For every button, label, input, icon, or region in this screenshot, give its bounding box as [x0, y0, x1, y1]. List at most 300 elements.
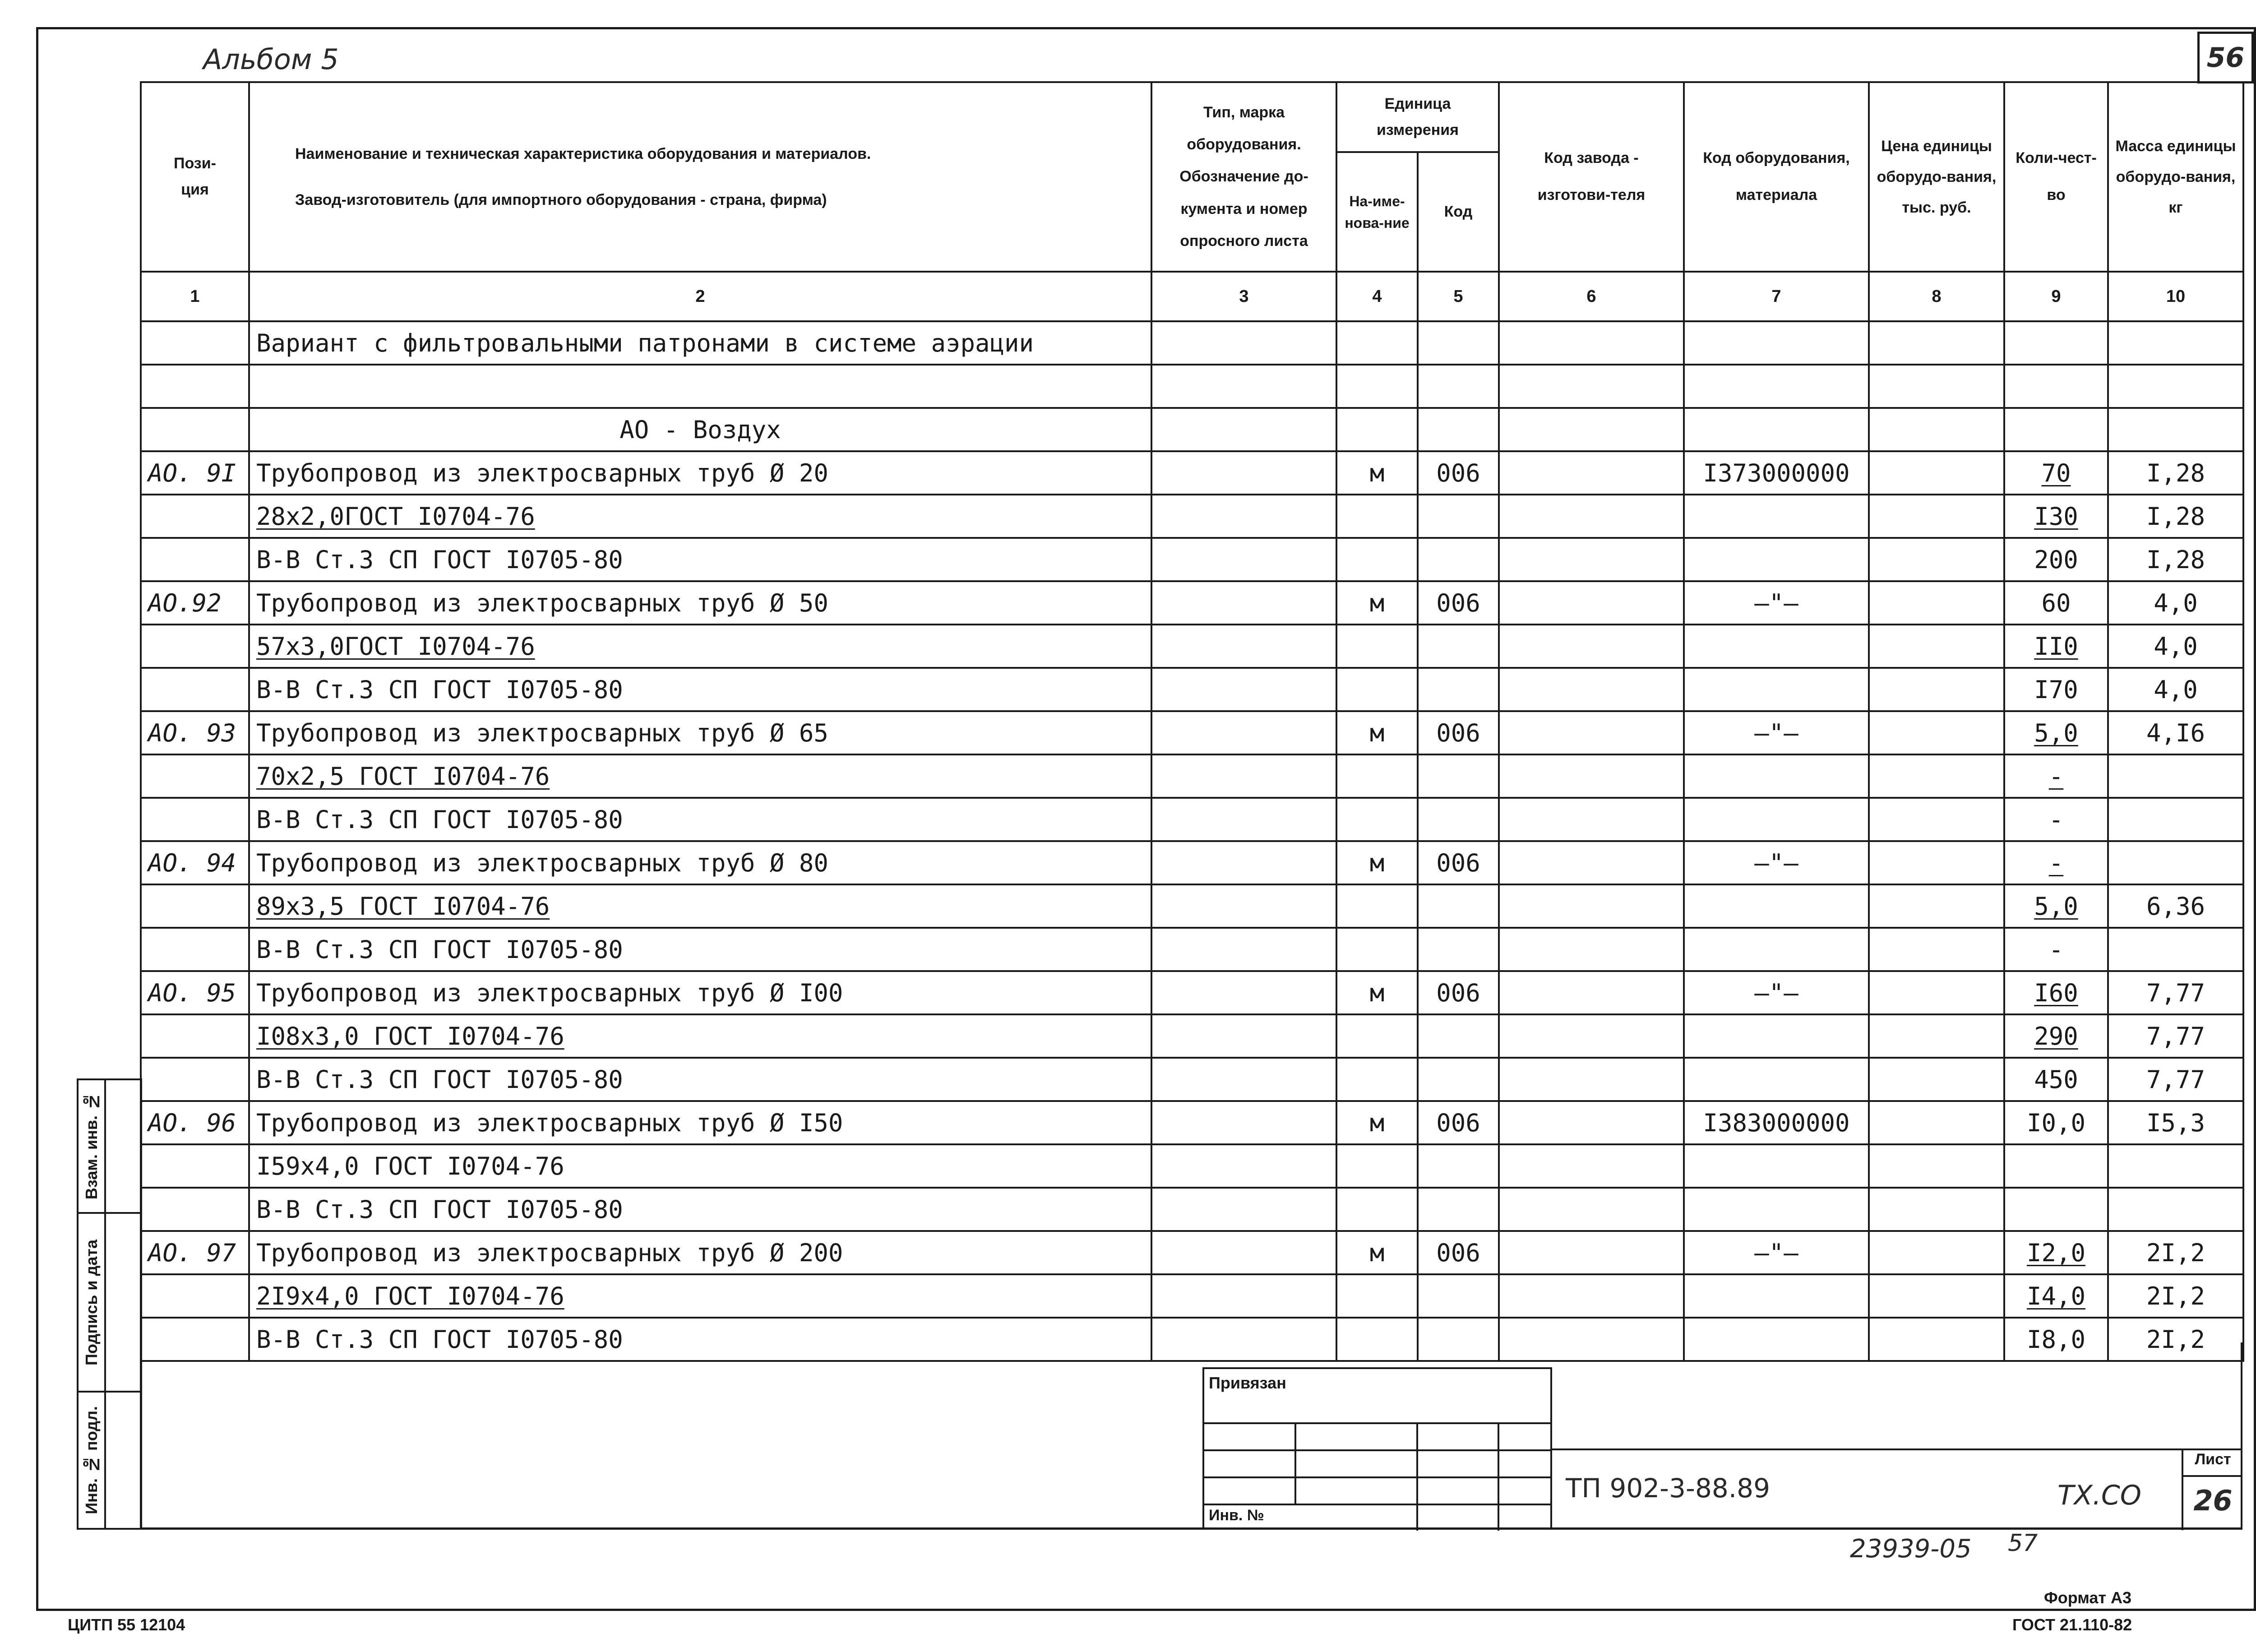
- factory-code-cell: [1499, 1058, 1684, 1101]
- quantity-cell: 450: [2004, 1058, 2108, 1101]
- name-cell: Трубопровод из электросварных труб Ø 80: [249, 841, 1151, 884]
- unit-name-cell: [1336, 754, 1418, 798]
- unit-name-cell: [1336, 1014, 1418, 1058]
- position-cell: [141, 625, 249, 668]
- factory-code-cell: [1499, 711, 1684, 754]
- table-row: [141, 1144, 2243, 1188]
- material-code-cell: [1684, 1188, 1869, 1231]
- table-row: [141, 1188, 2243, 1231]
- privyazan-label: Привязан: [1209, 1374, 1286, 1392]
- col-num-6: 6: [1499, 272, 1684, 321]
- mass-cell: [2108, 928, 2243, 971]
- col-num-2: 2: [249, 272, 1151, 321]
- unit-code-cell: 006: [1418, 971, 1499, 1014]
- gost-label: ГОСТ 21.110-82: [2012, 1615, 2132, 1634]
- type-cell: [1151, 538, 1336, 581]
- table-row: [141, 1101, 2243, 1144]
- unit-code-cell: 006: [1418, 451, 1499, 495]
- col-num-9: 9: [2004, 272, 2108, 321]
- price-cell: [1869, 1058, 2004, 1101]
- mass-cell: 2I,2: [2108, 1274, 2243, 1318]
- type-cell: [1151, 1101, 1336, 1144]
- side-inv-label: Инв. № подл.: [82, 1406, 101, 1514]
- quantity-cell: I60: [2004, 971, 2108, 1014]
- album-label: Альбом 5: [203, 43, 339, 76]
- unit-name-cell: [1336, 1058, 1418, 1101]
- table-row: [141, 408, 2243, 451]
- type-cell: [1151, 711, 1336, 754]
- type-cell: [1151, 321, 1336, 365]
- mass-cell: 4,0: [2108, 668, 2243, 711]
- quantity-cell: I8,0: [2004, 1318, 2108, 1361]
- name-cell: [249, 365, 1151, 408]
- col-header-8: Цена единицы оборудо-вания, тыс. руб.: [1869, 82, 2004, 272]
- material-code-cell: [1684, 321, 1869, 365]
- name-cell: 28х2,0ГОСТ I0704-76: [249, 495, 1151, 538]
- table-row: [141, 625, 2243, 668]
- mass-cell: [2108, 841, 2243, 884]
- type-cell: [1151, 1144, 1336, 1188]
- type-cell: [1151, 408, 1336, 451]
- material-code-cell: [1684, 495, 1869, 538]
- unit-name-cell: [1336, 928, 1418, 971]
- side-stamp: [77, 1078, 142, 1530]
- specification-table: [140, 81, 2244, 1362]
- unit-code-cell: 006: [1418, 1101, 1499, 1144]
- unit-name-cell: [1336, 538, 1418, 581]
- quantity-cell: [2004, 1144, 2108, 1188]
- material-code-cell: [1684, 884, 1869, 928]
- unit-code-cell: [1418, 538, 1499, 581]
- unit-name-cell: [1336, 321, 1418, 365]
- mass-cell: [2108, 798, 2243, 841]
- unit-name-cell: [1336, 495, 1418, 538]
- header-row: [141, 82, 2243, 152]
- unit-code-cell: [1418, 1014, 1499, 1058]
- factory-code-cell: [1499, 625, 1684, 668]
- table-row: [141, 668, 2243, 711]
- price-cell: [1869, 408, 2004, 451]
- unit-name-cell: [1336, 365, 1418, 408]
- table-row: [141, 365, 2243, 408]
- quantity-cell: [2004, 365, 2108, 408]
- mass-cell: [2108, 365, 2243, 408]
- position-cell: АО. 96: [141, 1101, 249, 1144]
- type-cell: [1151, 365, 1336, 408]
- position-cell: [141, 321, 249, 365]
- col-header-10: Масса единицы оборудо-вания, кг: [2108, 82, 2243, 272]
- name-cell: I59х4,0 ГОСТ I0704-76: [249, 1144, 1151, 1188]
- quantity-cell: I70: [2004, 668, 2108, 711]
- factory-code-cell: [1499, 1231, 1684, 1274]
- unit-code-cell: [1418, 884, 1499, 928]
- position-cell: [141, 538, 249, 581]
- mass-cell: 2I,2: [2108, 1318, 2243, 1361]
- name-cell: Вариант с фильтровальными патронами в системе аэрации: [249, 321, 1151, 365]
- position-cell: АО.92: [141, 581, 249, 625]
- factory-code-cell: [1499, 1274, 1684, 1318]
- type-cell: [1151, 581, 1336, 625]
- material-code-cell: —"—: [1684, 971, 1869, 1014]
- price-cell: [1869, 711, 2004, 754]
- col-header-1: Пози- ция: [141, 82, 249, 272]
- col-header-2: Наименование и техническая характеристика оборудования и материалов. Завод-изготовитель (для импортного оборудования - страна, фирма): [249, 82, 1151, 272]
- material-code-cell: —"—: [1684, 711, 1869, 754]
- type-cell: [1151, 841, 1336, 884]
- table-row: [141, 711, 2243, 754]
- unit-name-cell: м: [1336, 1231, 1418, 1274]
- name-cell: Трубопровод из электросварных труб Ø I00: [249, 971, 1151, 1014]
- title-block: [1550, 1448, 2242, 1530]
- unit-code-cell: [1418, 625, 1499, 668]
- quantity-cell: -: [2004, 754, 2108, 798]
- price-cell: [1869, 321, 2004, 365]
- type-cell: [1151, 451, 1336, 495]
- position-cell: [141, 1274, 249, 1318]
- unit-code-cell: [1418, 798, 1499, 841]
- name-cell: В-В Ст.3 СП ГОСТ I0705-80: [249, 1058, 1151, 1101]
- position-cell: АО. 9I: [141, 451, 249, 495]
- position-cell: АО. 93: [141, 711, 249, 754]
- price-cell: [1869, 841, 2004, 884]
- table-row: [141, 841, 2243, 884]
- archive-page: 57: [2008, 1530, 2038, 1557]
- type-cell: [1151, 971, 1336, 1014]
- price-cell: [1869, 1101, 2004, 1144]
- position-cell: [141, 1144, 249, 1188]
- col-header-3: Тип, марка оборудования. Обозначение до-кумента и номер опросного листа: [1151, 82, 1336, 272]
- specification-rows: [141, 321, 2243, 1361]
- unit-name-cell: м: [1336, 711, 1418, 754]
- unit-code-cell: [1418, 1274, 1499, 1318]
- quantity-cell: 290: [2004, 1014, 2108, 1058]
- position-cell: [141, 928, 249, 971]
- unit-code-cell: [1418, 1058, 1499, 1101]
- price-cell: [1869, 625, 2004, 668]
- name-cell: В-В Ст.3 СП ГОСТ I0705-80: [249, 668, 1151, 711]
- quantity-cell: 200: [2004, 538, 2108, 581]
- side-inv-cell: [77, 1391, 106, 1530]
- unit-code-cell: [1418, 1188, 1499, 1231]
- quantity-cell: 70: [2004, 451, 2108, 495]
- sheet-number: 26: [2193, 1484, 2233, 1517]
- unit-name-cell: [1336, 798, 1418, 841]
- material-code-cell: [1684, 408, 1869, 451]
- material-code-cell: I383000000: [1684, 1101, 1869, 1144]
- col-num-7: 7: [1684, 272, 1869, 321]
- quantity-cell: 60: [2004, 581, 2108, 625]
- unit-code-cell: 006: [1418, 1231, 1499, 1274]
- position-cell: [141, 1188, 249, 1231]
- price-cell: [1869, 1144, 2004, 1188]
- unit-name-cell: [1336, 1188, 1418, 1231]
- material-code-cell: [1684, 668, 1869, 711]
- mass-cell: 4,0: [2108, 581, 2243, 625]
- col-header-4: На-име-нова-ние: [1336, 152, 1418, 272]
- table-row: [141, 1231, 2243, 1274]
- unit-name-cell: м: [1336, 451, 1418, 495]
- price-cell: [1869, 928, 2004, 971]
- table-row: [141, 451, 2243, 495]
- price-cell: [1869, 1188, 2004, 1231]
- unit-code-cell: [1418, 365, 1499, 408]
- position-cell: [141, 884, 249, 928]
- position-cell: АО. 94: [141, 841, 249, 884]
- unit-code-cell: 006: [1418, 841, 1499, 884]
- unit-code-cell: [1418, 668, 1499, 711]
- table-row: [141, 884, 2243, 928]
- table-row: [141, 495, 2243, 538]
- mass-cell: I5,3: [2108, 1101, 2243, 1144]
- col-num-10: 10: [2108, 272, 2243, 321]
- factory-code-cell: [1499, 321, 1684, 365]
- unit-code-cell: 006: [1418, 711, 1499, 754]
- side-podpis-cell: [77, 1212, 106, 1393]
- factory-code-cell: [1499, 668, 1684, 711]
- name-cell: Трубопровод из электросварных труб Ø 200: [249, 1231, 1151, 1274]
- table-row: [141, 1274, 2243, 1318]
- name-cell: Трубопровод из электросварных труб Ø 50: [249, 581, 1151, 625]
- name-cell: 89х3,5 ГОСТ I0704-76: [249, 884, 1151, 928]
- name-cell: В-В Ст.3 СП ГОСТ I0705-80: [249, 798, 1151, 841]
- table-row: [141, 798, 2243, 841]
- table-row: [141, 971, 2243, 1014]
- unit-code-cell: [1418, 408, 1499, 451]
- quantity-cell: [2004, 408, 2108, 451]
- type-cell: [1151, 884, 1336, 928]
- col-num-8: 8: [1869, 272, 2004, 321]
- side-podpis-label: Подпись и дата: [82, 1239, 101, 1365]
- quantity-cell: I2,0: [2004, 1231, 2108, 1274]
- material-code-cell: [1684, 1144, 1869, 1188]
- name-cell: Трубопровод из электросварных труб Ø I50: [249, 1101, 1151, 1144]
- quantity-cell: II0: [2004, 625, 2108, 668]
- unit-name-cell: м: [1336, 1101, 1418, 1144]
- mass-cell: [2108, 321, 2243, 365]
- unit-name-cell: [1336, 1274, 1418, 1318]
- position-cell: [141, 1058, 249, 1101]
- name-cell: В-В Ст.3 СП ГОСТ I0705-80: [249, 928, 1151, 971]
- position-cell: [141, 495, 249, 538]
- unit-code-cell: [1418, 1144, 1499, 1188]
- type-cell: [1151, 495, 1336, 538]
- name-cell: В-В Ст.3 СП ГОСТ I0705-80: [249, 538, 1151, 581]
- material-code-cell: [1684, 538, 1869, 581]
- name-cell: 70х2,5 ГОСТ I0704-76: [249, 754, 1151, 798]
- price-cell: [1869, 1231, 2004, 1274]
- mass-cell: [2108, 408, 2243, 451]
- material-code-cell: [1684, 1274, 1869, 1318]
- type-cell: [1151, 668, 1336, 711]
- material-code-cell: —"—: [1684, 1231, 1869, 1274]
- mass-cell: 7,77: [2108, 1014, 2243, 1058]
- table-row: [141, 581, 2243, 625]
- factory-code-cell: [1499, 841, 1684, 884]
- col-header-7: Код оборудования, материала: [1684, 82, 1869, 272]
- type-cell: [1151, 1231, 1336, 1274]
- type-cell: [1151, 798, 1336, 841]
- factory-code-cell: [1499, 971, 1684, 1014]
- unit-name-cell: [1336, 408, 1418, 451]
- table-row: [141, 538, 2243, 581]
- mass-cell: [2108, 1188, 2243, 1231]
- type-cell: [1151, 1188, 1336, 1231]
- unit-name-cell: [1336, 668, 1418, 711]
- price-cell: [1869, 495, 2004, 538]
- name-cell: Трубопровод из электросварных труб Ø 65: [249, 711, 1151, 754]
- position-cell: [141, 754, 249, 798]
- factory-code-cell: [1499, 451, 1684, 495]
- material-code-cell: [1684, 365, 1869, 408]
- name-cell: 57х3,0ГОСТ I0704-76: [249, 625, 1151, 668]
- page-number-text: 56: [2206, 42, 2245, 74]
- unit-code-cell: [1418, 321, 1499, 365]
- factory-code-cell: [1499, 1144, 1684, 1188]
- quantity-cell: I4,0: [2004, 1274, 2108, 1318]
- footer-left: ЦИТП 55 12104: [68, 1615, 185, 1634]
- factory-code-cell: [1499, 581, 1684, 625]
- material-code-cell: [1684, 754, 1869, 798]
- page-number: [2197, 32, 2254, 83]
- mass-cell: [2108, 1144, 2243, 1188]
- doc-code: ТП 902-3-88.89: [1566, 1473, 1770, 1504]
- col-num-5: 5: [1418, 272, 1499, 321]
- unit-group-header: Единица измерения: [1336, 82, 1499, 152]
- mass-cell: 7,77: [2108, 1058, 2243, 1101]
- type-cell: [1151, 754, 1336, 798]
- col-num-3: 3: [1151, 272, 1336, 321]
- quantity-cell: -: [2004, 798, 2108, 841]
- quantity-cell: I0,0: [2004, 1101, 2108, 1144]
- price-cell: [1869, 971, 2004, 1014]
- unit-code-cell: 006: [1418, 581, 1499, 625]
- factory-code-cell: [1499, 408, 1684, 451]
- material-code-cell: [1684, 1058, 1869, 1101]
- quantity-cell: I30: [2004, 495, 2108, 538]
- column-number-row: [141, 272, 2243, 321]
- col-num-4: 4: [1336, 272, 1418, 321]
- factory-code-cell: [1499, 1188, 1684, 1231]
- type-cell: [1151, 1058, 1336, 1101]
- table-row: [141, 928, 2243, 971]
- side-vzam-cell: [77, 1078, 106, 1214]
- price-cell: [1869, 668, 2004, 711]
- position-cell: [141, 1014, 249, 1058]
- unit-name-cell: м: [1336, 841, 1418, 884]
- col-num-1: 1: [141, 272, 249, 321]
- factory-code-cell: [1499, 884, 1684, 928]
- name-cell: В-В Ст.3 СП ГОСТ I0705-80: [249, 1188, 1151, 1231]
- position-cell: [141, 408, 249, 451]
- factory-code-cell: [1499, 754, 1684, 798]
- quantity-cell: 5,0: [2004, 711, 2108, 754]
- quantity-cell: [2004, 321, 2108, 365]
- material-code-cell: [1684, 625, 1869, 668]
- type-cell: [1151, 928, 1336, 971]
- price-cell: [1869, 798, 2004, 841]
- mass-cell: 2I,2: [2108, 1231, 2243, 1274]
- name-cell: В-В Ст.3 СП ГОСТ I0705-80: [249, 1318, 1151, 1361]
- factory-code-cell: [1499, 1014, 1684, 1058]
- name-cell: I08х3,0 ГОСТ I0704-76: [249, 1014, 1151, 1058]
- archive-number: 23939-05: [1850, 1534, 1972, 1564]
- material-code-cell: —"—: [1684, 841, 1869, 884]
- price-cell: [1869, 538, 2004, 581]
- mass-cell: 6,36: [2108, 884, 2243, 928]
- unit-code-cell: [1418, 495, 1499, 538]
- type-cell: [1151, 1014, 1336, 1058]
- side-vzam-label: Взам. инв. №: [82, 1092, 101, 1200]
- privyazan-stamp: [1202, 1367, 1552, 1530]
- unit-code-cell: [1418, 928, 1499, 971]
- price-cell: [1869, 754, 2004, 798]
- factory-code-cell: [1499, 538, 1684, 581]
- material-code-cell: I373000000: [1684, 451, 1869, 495]
- quantity-cell: -: [2004, 928, 2108, 971]
- table-row: [141, 754, 2243, 798]
- section-code: ТХ.СО: [2057, 1480, 2141, 1511]
- mass-cell: 7,77: [2108, 971, 2243, 1014]
- price-cell: [1869, 451, 2004, 495]
- name-cell: Трубопровод из электросварных труб Ø 20: [249, 451, 1151, 495]
- factory-code-cell: [1499, 1101, 1684, 1144]
- sheet-label: Лист: [2195, 1451, 2231, 1468]
- unit-name-cell: [1336, 1144, 1418, 1188]
- price-cell: [1869, 884, 2004, 928]
- factory-code-cell: [1499, 365, 1684, 408]
- unit-name-cell: м: [1336, 581, 1418, 625]
- mass-cell: I,28: [2108, 451, 2243, 495]
- price-cell: [1869, 1014, 2004, 1058]
- mass-cell: I,28: [2108, 538, 2243, 581]
- mass-cell: 4,I6: [2108, 711, 2243, 754]
- table-row: [141, 1058, 2243, 1101]
- mass-cell: I,28: [2108, 495, 2243, 538]
- type-cell: [1151, 1274, 1336, 1318]
- price-cell: [1869, 1274, 2004, 1318]
- price-cell: [1869, 365, 2004, 408]
- unit-name-cell: м: [1336, 971, 1418, 1014]
- position-cell: [141, 365, 249, 408]
- type-cell: [1151, 625, 1336, 668]
- mass-cell: 4,0: [2108, 625, 2243, 668]
- name-cell: АО - Воздух: [249, 408, 1151, 451]
- table-row: [141, 1014, 2243, 1058]
- table-row: [141, 321, 2243, 365]
- quantity-cell: [2004, 1188, 2108, 1231]
- position-cell: АО. 95: [141, 971, 249, 1014]
- material-code-cell: [1684, 798, 1869, 841]
- material-code-cell: [1684, 928, 1869, 971]
- position-cell: АО. 97: [141, 1231, 249, 1274]
- inv-no-label: Инв. №: [1209, 1507, 1264, 1524]
- col-header-5: Код: [1418, 152, 1499, 272]
- col-header-9: Коли-чест-во: [2004, 82, 2108, 272]
- unit-code-cell: [1418, 754, 1499, 798]
- material-code-cell: —"—: [1684, 581, 1869, 625]
- price-cell: [1869, 581, 2004, 625]
- format-label: Формат А3: [2044, 1588, 2132, 1607]
- position-cell: [141, 668, 249, 711]
- quantity-cell: 5,0: [2004, 884, 2108, 928]
- unit-name-cell: [1336, 625, 1418, 668]
- position-cell: [141, 798, 249, 841]
- unit-name-cell: [1336, 884, 1418, 928]
- material-code-cell: [1684, 1014, 1869, 1058]
- factory-code-cell: [1499, 798, 1684, 841]
- quantity-cell: -: [2004, 841, 2108, 884]
- factory-code-cell: [1499, 928, 1684, 971]
